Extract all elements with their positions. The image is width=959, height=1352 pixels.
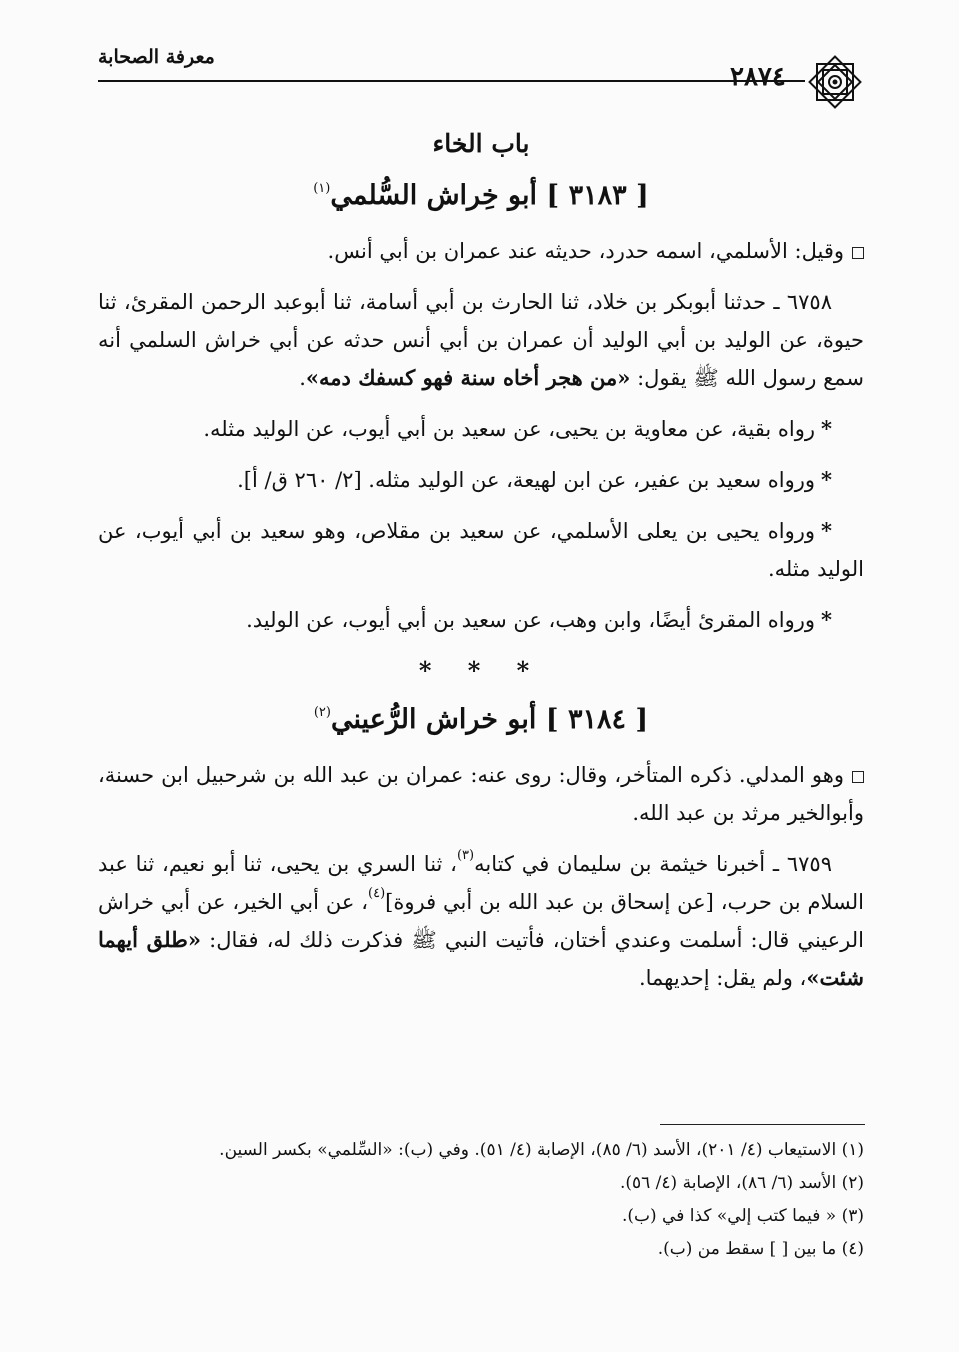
narration-text: رواه بقية، عن معاوية بن يحيى، عن سعيد بن أبي أيوب، عن الوليد مثله.	[203, 417, 816, 441]
star-bullet-icon: *	[821, 467, 832, 492]
footnotes	[98, 1134, 864, 1266]
ornament-star-icon	[803, 50, 867, 114]
hadith-text: ٦٧٥٩ ـ أخبرنا خيثمة بن سليمان في كتابه	[474, 852, 832, 876]
entry-intro-text: وهو المدلي. ذكره المتأخر، وقال: روى عنه: عمران بن عبد الله بن شرحبيل ابن حسنة، وأبوالخير مرثد بن عبد الله.	[98, 763, 864, 825]
footnote: (١) الاستيعاب (٤/ ٢٠١)، الأسد (٦/ ٨٥)، الإصابة (٤/ ٥١). وفي (ب): «السِّلمي» بكسر السين.	[219, 1140, 864, 1160]
header-rule	[98, 80, 805, 82]
narration-text: ورواه سعيد بن عفير، عن ابن لهيعة، عن الوليد مثله. [٢/ ٢٦٠ ق/ أ].	[237, 468, 816, 492]
entry-intro-paragraph	[98, 756, 864, 832]
narration-line	[98, 461, 864, 499]
entry-number: [ ٣١٨٤ ]	[545, 704, 649, 735]
star-bullet-icon: *	[821, 518, 832, 543]
main-text	[98, 118, 864, 1010]
footnote-ref: (١)	[313, 181, 331, 196]
star-bullet-icon: *	[821, 416, 832, 441]
footnote-ref: (٤)	[368, 886, 386, 901]
entry-intro-text: وقيل: الأسلمي، اسمه حدرد، حديثه عند عمران بن أبي أنس.	[327, 239, 844, 263]
square-bullet-icon	[852, 247, 864, 259]
hadith-text: ٦٧٥٨ ـ حدثنا أبوبكر بن خلاد، ثنا الحارث بن أبي أسامة، ثنا أبوعبد الرحمن المقرئ، ثنا حيوة، عن الوليد بن أبي الوليد أن عمران بن أبي أنس حدثه عن أبي خراش السلمي أنه سمع رسول الله ﷺ يقول:	[98, 290, 864, 390]
footnote: (٤) ما بين [ ] سقط من (ب).	[657, 1239, 864, 1259]
entry-heading-3183	[98, 176, 864, 216]
footnote-ref: (٢)	[313, 705, 331, 720]
running-title: معرفة الصحابة	[98, 46, 215, 68]
narration-line	[98, 601, 864, 639]
footnote-rule	[660, 1124, 865, 1125]
hadith-paragraph	[98, 845, 864, 997]
entry-heading-3184	[98, 700, 864, 740]
hadith-paragraph	[98, 283, 864, 397]
entry-number: [ ٣١٨٣ ]	[546, 180, 649, 211]
square-bullet-icon	[852, 771, 864, 783]
hadith-quote: «من هجر أخاه سنة فهو كسفك دمه»	[305, 365, 631, 390]
hadith-end: .	[299, 366, 306, 390]
footnote-ref: (٣)	[456, 848, 475, 863]
hadith-text: ، عن أبي الخير، عن أبي خراش الرعيني قال: أسلمت وعندي أختان، فأتيت النبي ﷺ فذكرت ذلك له، فقال:	[98, 890, 864, 952]
star-bullet-icon: *	[821, 607, 832, 632]
narration-text: ورواه المقرئ أيضًا، وابن وهب، عن سعيد بن أبي أيوب، عن الوليد.	[246, 608, 816, 632]
hadith-end: ، ولم يقل: إحديهما.	[638, 966, 807, 990]
narration-text: ورواه يحيى بن يعلى الأسلمي، عن سعيد بن مقلاص، وهو سعيد بن أبي أيوب، عن الوليد مثله.	[98, 519, 864, 581]
narration-line	[98, 410, 864, 448]
footnote: (٢) الأسد (٦/ ٨٦)، الإصابة (٤/ ٥٦).	[619, 1173, 864, 1193]
entry-name: أبو خِراش السُّلمي	[330, 180, 538, 211]
entry-intro-paragraph	[98, 232, 864, 270]
hadith-text: ، ثنا السري بن يحيى، ثنا أبو نعيم، ثنا عبد السلام بن حرب، [عن إسحاق بن عبد الله بن أبي فروة]	[98, 852, 864, 914]
page-number: ٢٨٧٤	[730, 62, 786, 92]
entry-name: أبو خراش الرُّعيني	[330, 704, 537, 735]
narration-line	[98, 512, 864, 588]
footnote: (٣) « فيما كتب إلي» كذا في (ب).	[621, 1206, 864, 1226]
section-separator: * * *	[418, 656, 544, 685]
chapter-title: باب الخاء	[432, 129, 530, 158]
hadith-quote: «طلق أيهما شئت»	[98, 927, 864, 990]
